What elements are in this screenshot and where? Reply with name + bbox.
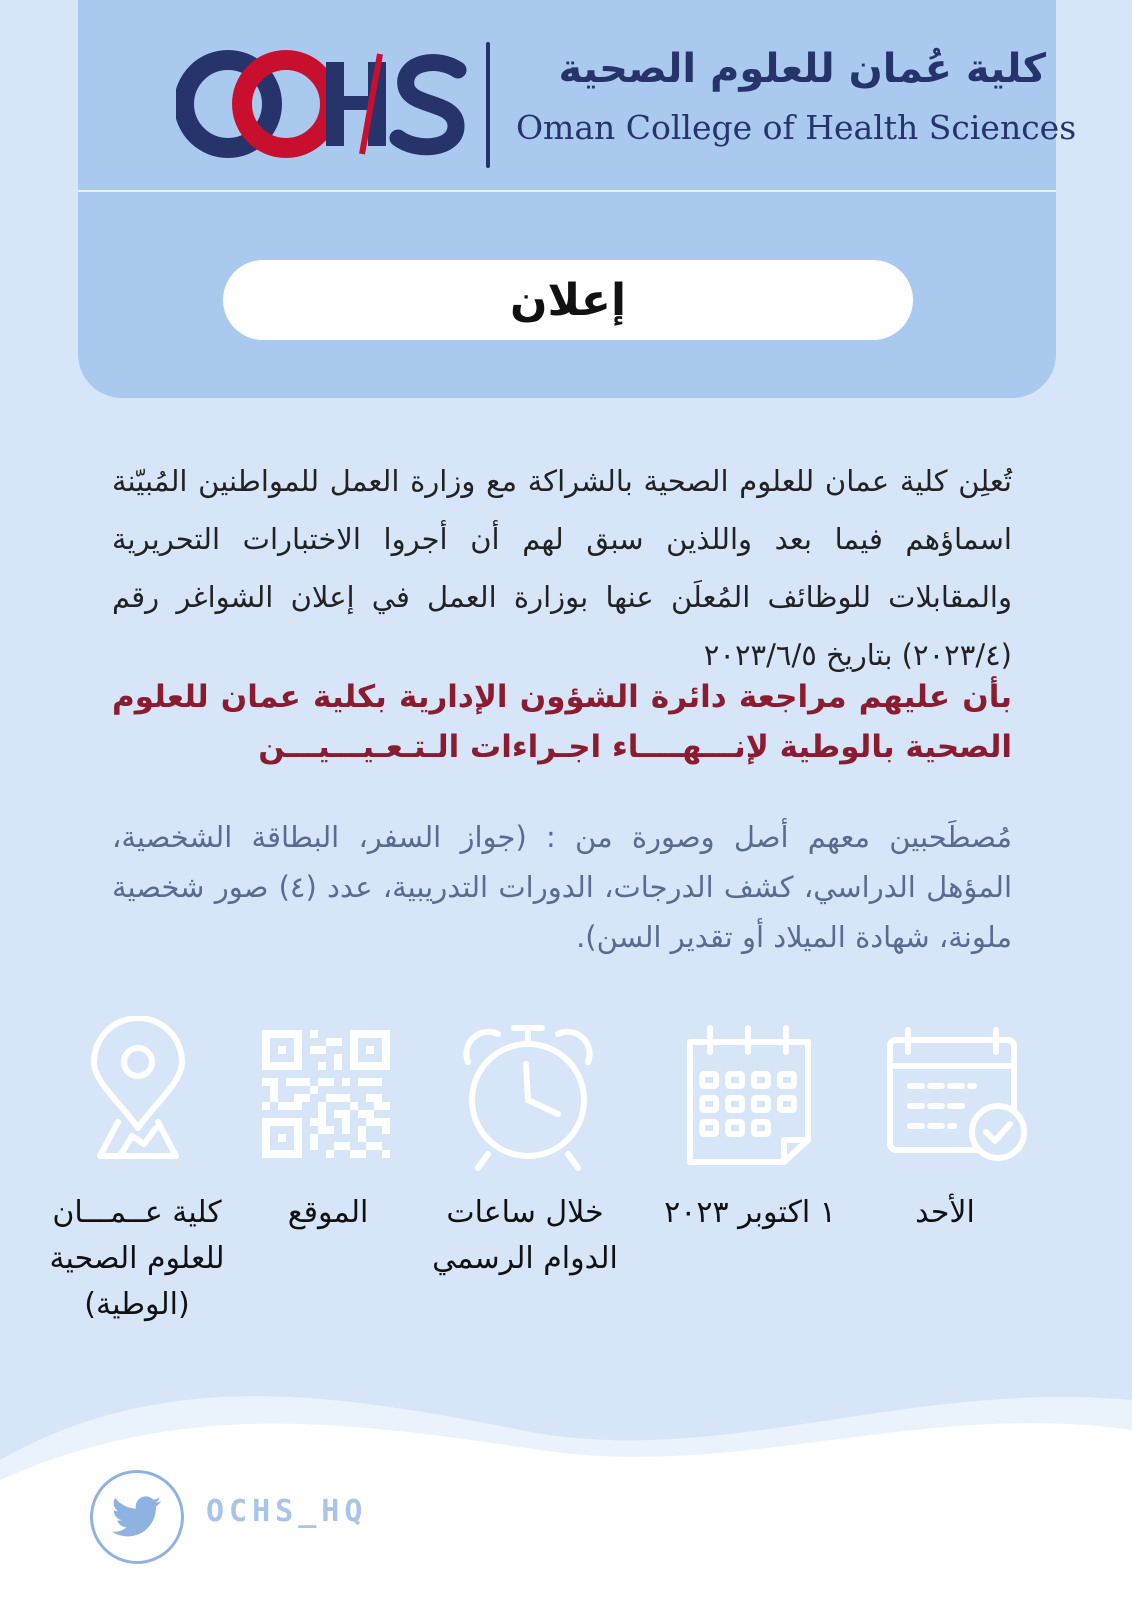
info-venue: كلية عــمـــان للعلوم الصحية (الوطية) <box>49 1195 225 1322</box>
calendar-icon <box>684 1022 814 1167</box>
header-panel <box>78 0 1077 398</box>
logo-arabic-name: كلية عُمان للعلوم الصحية <box>558 46 1046 92</box>
calendar-check-icon <box>884 1022 1034 1162</box>
header-divider <box>78 190 1056 192</box>
twitter-bird-icon <box>112 1496 162 1538</box>
twitter-handle[interactable]: OCHS_HQ <box>206 1494 368 1529</box>
required-documents: مُصطَحبين معهم أصل وصورة من : (جواز السفر، البطاقة الشخصية، المؤهل الدراسي، كشف الدرجات، الدورات التدريبية، عدد (٤) صور شخصية ملونة، شهادة الميلاد أو تقدير السن). <box>112 820 1012 954</box>
location-pin-icon <box>88 1016 188 1162</box>
footer-waves <box>0 1360 1132 1600</box>
logo-english-name: Oman College of Health Sciences <box>516 108 1077 147</box>
twitter-link[interactable] <box>90 1470 184 1564</box>
announcement-title: إعلان <box>223 260 913 340</box>
alarm-clock-icon <box>458 1022 598 1172</box>
logo-divider <box>486 42 490 168</box>
qr-code-icon[interactable] <box>262 1030 390 1158</box>
ochs-logo-mark <box>176 34 476 174</box>
college-logo <box>176 34 1077 174</box>
announcement-intro: تُعلِن كلية عمان للعلوم الصحية بالشراكة مع وزارة العمل للمواطنين المُبيّنة اسماؤهم فيما بعد واللذين سبق لهم أن أجروا الاختبارات التحريرية والمقابلات للوظائف المُعلَن عنها بوزارة العمل في إعلان الشواغر رقم (٢٠٢٣/٤) بتاريخ ٢٠٢٣/٦/٥ <box>112 464 1012 672</box>
info-date: ١ اكتوبر ٢٠٢٣ <box>664 1195 836 1230</box>
info-day: الأحد <box>915 1195 975 1230</box>
info-location-label: الموقع <box>287 1195 369 1230</box>
announcement-notice: بأن عليهم مراجعة دائرة الشؤون الإدارية بكلية عمان للعلوم الصحية بالوطية لإنـــهــــاء اجـراءات الـتـعـيـــيـــن <box>112 679 1012 765</box>
info-time: خلال ساعات الدوام الرسمي <box>432 1195 618 1276</box>
